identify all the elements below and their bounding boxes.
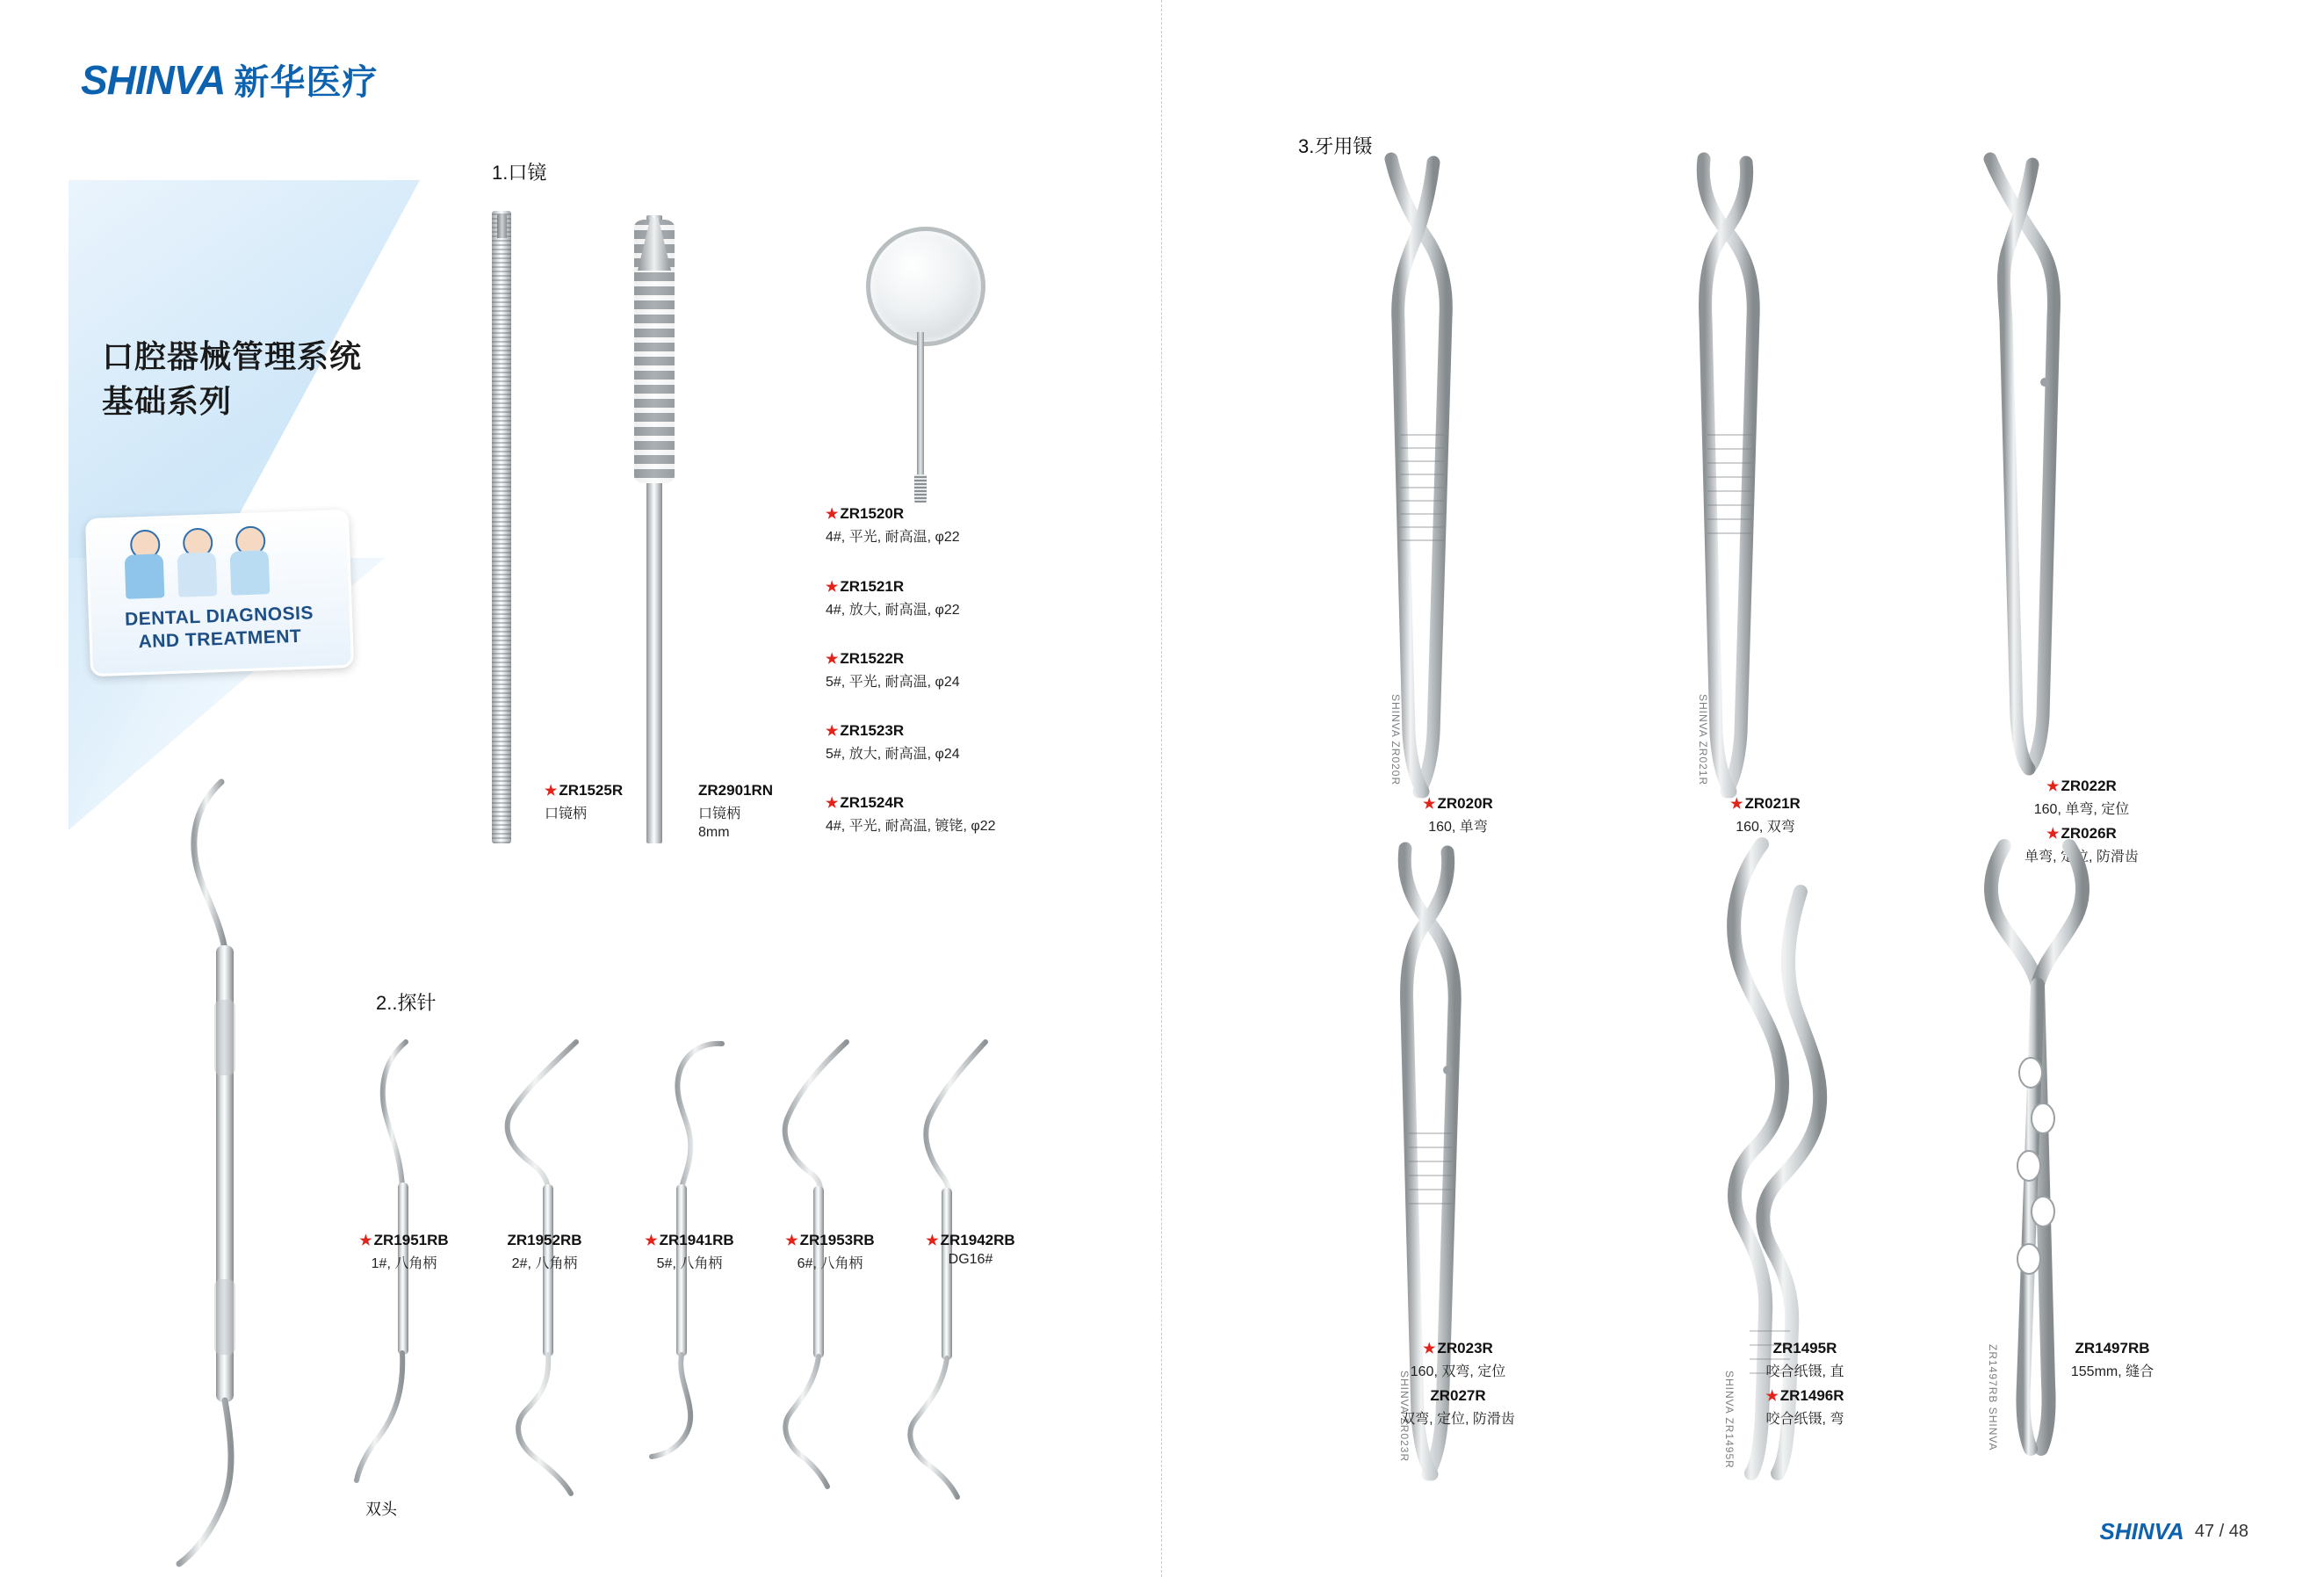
star-icon: ★ (1765, 1389, 1779, 1404)
caption-code-2: ★ ZR1496R (1765, 1387, 1844, 1404)
caption-desc: 5#, 放大, 耐高温, φ24 (826, 747, 960, 762)
banner-title-line-1: 口腔器械管理系统 (102, 338, 363, 374)
caption-code: ★ ZR1522R (826, 650, 905, 667)
tweezer-zr023r-engraving: SHINVA ZR023R (1398, 1371, 1411, 1463)
caption-desc: 5#, 平光, 耐高温, φ24 (826, 675, 960, 690)
caption-probe-4 (755, 1232, 905, 1272)
caption-desc: 4#, 平光, 耐高温, 镀铑, φ22 (826, 819, 996, 834)
badge-figure-2-icon (175, 527, 220, 597)
star-icon: ★ (545, 784, 558, 799)
mirror-thread (914, 474, 927, 503)
caption-mirror-head-5 (826, 794, 996, 835)
caption-desc-2: 咬合纸镊, 弯 (1765, 1412, 1844, 1427)
badge-text-line-1: DENTAL DIAGNOSIS (124, 603, 314, 630)
caption-desc: 6#, 八角柄 (797, 1256, 863, 1271)
caption-code: ★ ZR020R (1423, 795, 1493, 812)
tweezer-zr021r-engraving: SHINVA ZR021R (1697, 694, 1709, 786)
section-title-mirrors: 1.口镜 (492, 162, 547, 184)
caption-desc: 160, 双弯, 定位 (1410, 1364, 1506, 1379)
series-banner (69, 180, 420, 830)
tweezer-zr021r (1642, 154, 1818, 795)
star-icon: ★ (1730, 797, 1743, 812)
caption-desc: 160, 单弯, 定位 (2033, 802, 2130, 817)
brand-logo (81, 54, 378, 105)
brand-logo-chinese: 新华医疗 (234, 63, 379, 102)
caption-desc: 155mm, 缝合 (2070, 1364, 2154, 1379)
caption-desc: 5#, 八角柄 (656, 1256, 723, 1271)
badge-figure-3-icon (227, 525, 272, 596)
star-icon: ★ (2046, 827, 2060, 842)
probe-4-instrument (761, 1037, 866, 1529)
caption-code: ★ ZR1942RB (926, 1232, 1015, 1248)
caption-code-2: ZR027R (1430, 1387, 1486, 1404)
caption-tweezer-zr023r (1357, 1340, 1559, 1428)
star-icon: ★ (359, 1233, 372, 1248)
caption-mirror-head-2 (826, 578, 960, 619)
caption-mirror-head-3 (826, 650, 960, 691)
star-icon: ★ (826, 796, 839, 811)
probe-3-instrument (624, 1037, 738, 1529)
caption-code: ★ ZR1951RB (359, 1232, 449, 1248)
probe-double-end-label: 双头 (365, 1501, 397, 1518)
caption-desc: 4#, 平光, 耐高温, φ22 (826, 530, 960, 545)
star-icon: ★ (826, 724, 839, 739)
caption-desc: 160, 双弯 (1736, 820, 1795, 835)
caption-code: ★ ZR1523R (826, 722, 905, 739)
tweezer-zr020r (1335, 154, 1511, 795)
mirror-handle-knurled-tip (497, 213, 507, 238)
star-icon: ★ (826, 507, 839, 522)
caption-code: ZR1952RB (507, 1232, 582, 1248)
star-icon: ★ (645, 1233, 658, 1248)
caption-code: ZR1495R (1772, 1340, 1837, 1356)
caption-code: ★ ZR1941RB (645, 1232, 734, 1248)
banner-title-line-2: 基础系列 (102, 383, 233, 420)
star-icon: ★ (1423, 1342, 1436, 1356)
probe-5-instrument (887, 1037, 1001, 1529)
star-icon: ★ (1423, 797, 1436, 812)
brand-logo-mark: SHINVA (81, 56, 226, 103)
caption-code: ★ ZR1521R (826, 578, 905, 595)
caption-desc: 口镜柄 (698, 807, 741, 821)
banner-title (102, 334, 362, 423)
tweezer-zr1495r-engraving: SHINVA ZR1495R (1723, 1371, 1736, 1469)
section-title-probes: 2..探针 (376, 992, 437, 1014)
star-icon: ★ (826, 580, 839, 595)
caption-desc-2: 8mm (698, 825, 730, 840)
caption-mirror-head-4 (826, 722, 960, 763)
tweezer-zr1497rb-engraving: ZR1497RB SHINVA (1987, 1344, 1999, 1451)
mirror-handle-knurled (492, 211, 511, 843)
caption-desc: 160, 单弯 (1428, 820, 1488, 835)
caption-code: ★ ZR1524R (826, 794, 905, 811)
caption-code: ★ ZR023R (1423, 1340, 1493, 1356)
caption-desc: 2#, 八角柄 (511, 1256, 578, 1271)
caption-code: ★ ZR1953RB (785, 1232, 875, 1248)
star-icon: ★ (926, 1233, 939, 1248)
caption-code-2: ★ ZR026R (2046, 825, 2117, 842)
page-footer (2100, 1518, 2248, 1545)
caption-mirror-handle-2 (698, 782, 773, 841)
dental-badge (88, 514, 351, 672)
page-gutter (1161, 0, 1163, 1577)
page-number: 47 / 48 (2194, 1522, 2248, 1541)
mirror-stem (917, 332, 924, 490)
badge-figure-1-icon (122, 529, 167, 599)
caption-code: ★ ZR1525R (545, 782, 624, 799)
caption-code: ★ ZR022R (2046, 778, 2117, 794)
footer-brand: SHINVA (2099, 1518, 2184, 1544)
caption-desc: 4#, 放大, 耐高温, φ22 (826, 603, 960, 618)
probe-2-instrument (492, 1037, 597, 1529)
mirror-head (866, 227, 985, 346)
caption-probe-3 (615, 1232, 764, 1272)
caption-code: ZR1497RB (2075, 1340, 2150, 1356)
tweezer-zr020r-engraving: SHINVA ZR020R (1389, 694, 1402, 786)
caption-tweezer-zr021r (1678, 795, 1853, 836)
badge-text (103, 601, 336, 655)
section-title-tweezers: 3.牙用镊 (1298, 135, 1373, 157)
caption-mirror-handle-1 (545, 782, 623, 822)
caption-tweezer-zr1497rb (2011, 1340, 2213, 1380)
tweezer-zr022r (1941, 154, 2117, 769)
star-icon: ★ (2046, 779, 2060, 794)
badge-figures-icon (122, 525, 272, 599)
probe-1-instrument (351, 1037, 448, 1529)
caption-desc: 1#, 八角柄 (371, 1256, 437, 1271)
caption-tweezer-zr1495r (1704, 1340, 1906, 1428)
caption-probe-1 (334, 1232, 474, 1272)
caption-tweezer-zr020r (1370, 795, 1546, 836)
caption-desc: 咬合纸镊, 直 (1765, 1364, 1844, 1379)
caption-desc: 口镜柄 (545, 807, 588, 821)
caption-probe-5 (896, 1232, 1045, 1268)
double-ended-probe (158, 773, 316, 1564)
caption-mirror-head-1 (826, 505, 960, 546)
star-icon: ★ (826, 652, 839, 667)
star-icon: ★ (785, 1233, 798, 1248)
badge-text-line-2: AND TREATMENT (138, 626, 302, 653)
caption-code: ★ ZR1520R (826, 505, 905, 522)
caption-desc-2: 单弯, 定位, 防滑齿 (2024, 850, 2139, 864)
caption-code: ZR2901RN (698, 782, 774, 799)
caption-code: ★ ZR021R (1730, 795, 1801, 812)
caption-desc-2: 双弯, 定位, 防滑齿 (1401, 1412, 1515, 1427)
caption-probe-2 (470, 1232, 619, 1272)
caption-desc: DG16# (948, 1252, 993, 1267)
